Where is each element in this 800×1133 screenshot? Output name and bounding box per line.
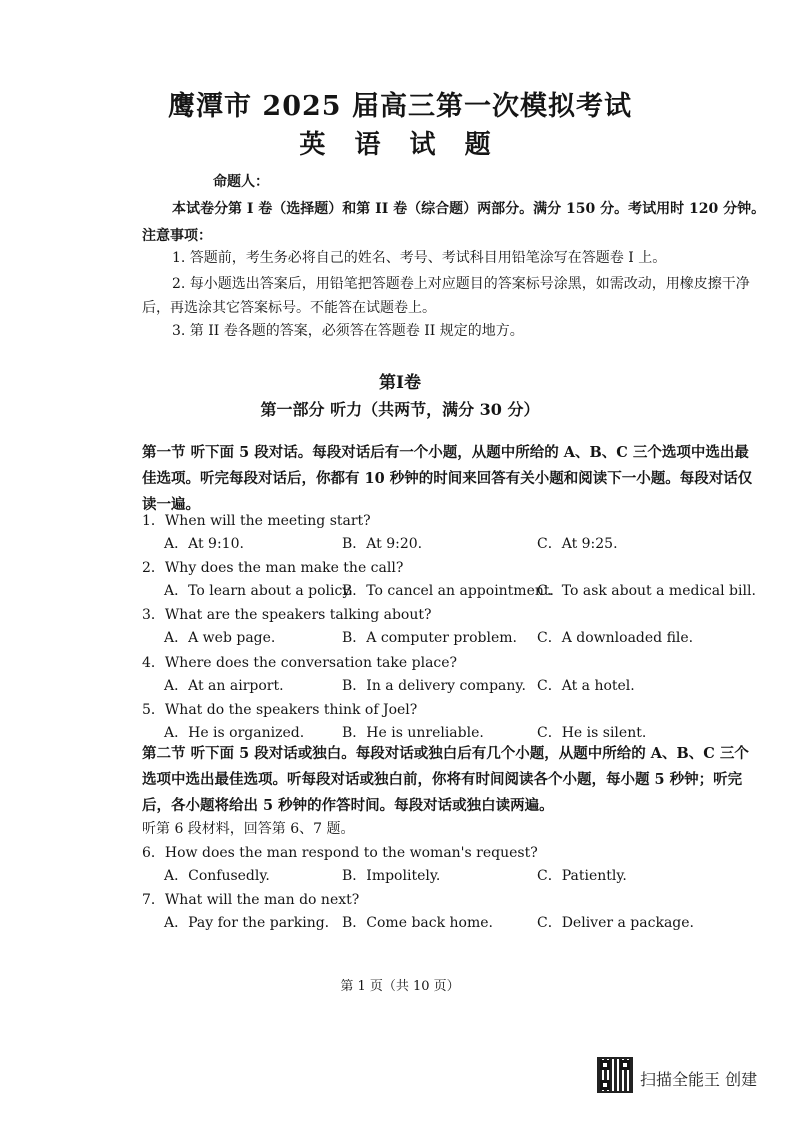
question-6: 6．How does the man respond to the woman's request? bbox=[142, 845, 538, 861]
section2-text: 听下面 5 段对话或独白。每段对话或独白后有几个小题，从题中所给的 A、B、C 三个选项中选出最佳选项。听每段对话或独白前，你将有时间阅读各个小题，每小题 5 秒钟；听完后，各小题将给出 5 秒钟的作答时间。每段对话或独白读两遍。 bbox=[142, 745, 749, 814]
q3-option-b: B．A computer problem. bbox=[342, 630, 517, 646]
scanner-watermark: 扫描全能王 创建 bbox=[640, 1070, 758, 1089]
q3-option-a: A．A web page. bbox=[164, 630, 276, 646]
section1-label: 第一节 bbox=[142, 444, 186, 461]
note-1: 1. 答题前，考生务必将自己的姓名、考号、考试科目用铅笔涂写在答题卷 I 上。 bbox=[172, 250, 667, 266]
q4-option-b: B．In a delivery company. bbox=[342, 678, 526, 694]
q1-option-b: B．At 9:20. bbox=[342, 536, 423, 552]
section1-text: 听下面 5 段对话。每段对话后有一个小题，从题中所给的 A、B、C 三个选项中选出最佳选项。听完每段对话后，你都有 10 秒钟的时间来回答有关小题和阅读下一小题。每段对话仅读一遍。 bbox=[142, 444, 753, 513]
exam-intro: 本试卷分第 I 卷（选择题）和第 II 卷（综合题）两部分。满分 150 分。考试用时 120 分钟。 bbox=[172, 201, 766, 217]
question-7: 7．What will the man do next? bbox=[142, 892, 360, 908]
q7-option-b: B．Come back home. bbox=[342, 915, 493, 931]
q4-option-a: A．At an airport. bbox=[164, 678, 284, 694]
q5-option-a: A．He is organized. bbox=[164, 725, 305, 741]
section1-instructions bbox=[142, 440, 762, 518]
section2-instructions bbox=[142, 741, 762, 819]
question-2: 2．Why does the man make the call? bbox=[142, 560, 404, 576]
q2-option-b: B．To cancel an appointment. bbox=[342, 583, 554, 599]
q6-option-c: C．Patiently. bbox=[537, 868, 627, 884]
q1-option-c: C．At 9:25. bbox=[537, 536, 618, 552]
q5-option-c: C．He is silent. bbox=[537, 725, 647, 741]
q3-option-c: C．A downloaded file. bbox=[537, 630, 694, 646]
question-3: 3．What are the speakers talking about? bbox=[142, 607, 432, 623]
q1-option-a: A．At 9:10. bbox=[164, 536, 244, 552]
question-4: 4．Where does the conversation take place? bbox=[142, 655, 458, 671]
q7-option-c: C．Deliver a package. bbox=[537, 915, 694, 931]
exam-subtitle: 英 语 试 题 bbox=[299, 130, 501, 160]
question-5: 5．What do the speakers think of Joel? bbox=[142, 702, 418, 718]
part1-heading: 第一部分 听力（共两节，满分 30 分） bbox=[260, 400, 540, 419]
volume-heading: 第I卷 bbox=[379, 373, 421, 393]
section2-label: 第二节 bbox=[142, 745, 186, 762]
note-2: 2. 每小题选出答案后，用铅笔把答题卷上对应题目的答案标号涂黑，如需改动，用橡皮擦干净后，再选涂其它答案标号。不能答在试题卷上。 bbox=[142, 276, 750, 316]
page-number: 第 1 页（共 10 页） bbox=[340, 979, 460, 994]
q7-option-a: A．Pay for the parking. bbox=[164, 915, 330, 931]
q2-option-c: C．To ask about a medical bill. bbox=[537, 583, 756, 599]
exam-title: 鹰潭市 2025 届高三第一次模拟考试 bbox=[168, 91, 632, 122]
q6-option-a: A．Confusedly. bbox=[164, 868, 270, 884]
q4-option-c: C．At a hotel. bbox=[537, 678, 635, 694]
qr-code-icon bbox=[597, 1057, 633, 1093]
q6-option-b: B．Impolitely. bbox=[342, 868, 441, 884]
note-3: 3. 第 II 卷各题的答案，必须答在答题卷 II 规定的地方。 bbox=[172, 323, 524, 339]
q5-option-b: B．He is unreliable. bbox=[342, 725, 484, 741]
q2-option-a: A．To learn about a policy. bbox=[164, 583, 353, 599]
material-6-label: 听第 6 段材料，回答第 6、7 题。 bbox=[142, 821, 355, 837]
notes-title: 注意事项： bbox=[142, 228, 212, 244]
question-1: 1．When will the meeting start? bbox=[142, 513, 371, 529]
author-label: 命题人： bbox=[213, 174, 269, 190]
